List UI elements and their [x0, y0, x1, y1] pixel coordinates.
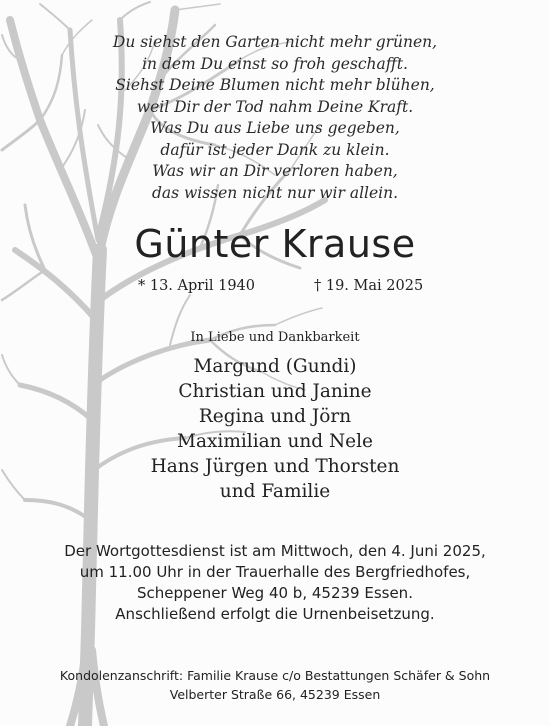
- service-line: um 11.00 Uhr in der Trauerhalle des Bergfriedhofes,: [79, 563, 471, 581]
- death-date: † 19. Mai 2025: [314, 278, 424, 294]
- mourner-entry: Maximilian und Nele: [177, 431, 373, 452]
- poem-line: dafür ist jeder Dank zu klein.: [160, 140, 390, 159]
- service-line: Anschließend erfolgt die Urnenbeisetzung.: [115, 605, 435, 623]
- poem-line: weil Dir der Tod nahm Deine Kraft.: [136, 97, 414, 116]
- dedication-line: In Liebe und Dankbarkeit: [190, 330, 360, 345]
- service-line: Scheppener Weg 40 b, 45239 Essen.: [137, 584, 413, 602]
- mourner-entry: Margund (Gundi): [193, 356, 357, 377]
- condolence-address: [0, 666, 550, 704]
- memorial-poem: [0, 32, 550, 204]
- mourner-entry: Hans Jürgen und Thorsten: [150, 456, 400, 477]
- address-line: Kondolenzanschrift: Familie Krause c/o Bestattungen Schäfer & Sohn: [59, 668, 491, 683]
- mourners-list: [0, 354, 550, 504]
- poem-line: Du siehst den Garten nicht mehr grünen,: [112, 33, 438, 51]
- poem-line: in dem Du einst so froh geschafft.: [142, 54, 408, 73]
- mourner-entry: und Familie: [219, 481, 331, 502]
- service-line: Der Wortgottesdienst ist am Mittwoch, den 4. Juni 2025,: [64, 542, 486, 560]
- poem-line: Was Du aus Liebe uns gegeben,: [150, 119, 400, 137]
- deceased-name: Günter Krause: [134, 222, 416, 266]
- mourner-entry: Regina und Jörn: [198, 406, 352, 427]
- poem-line: Was wir an Dir verloren haben,: [152, 162, 398, 180]
- birth-date: * 13. April 1940: [138, 278, 255, 294]
- address-line: Velberter Straße 66, 45239 Essen: [169, 687, 381, 702]
- poem-line: Siehst Deine Blumen nicht mehr blühen,: [115, 76, 435, 94]
- poem-line: das wissen nicht nur wir allein.: [151, 183, 399, 202]
- mourner-entry: Christian und Janine: [178, 381, 372, 402]
- service-details: [0, 541, 550, 625]
